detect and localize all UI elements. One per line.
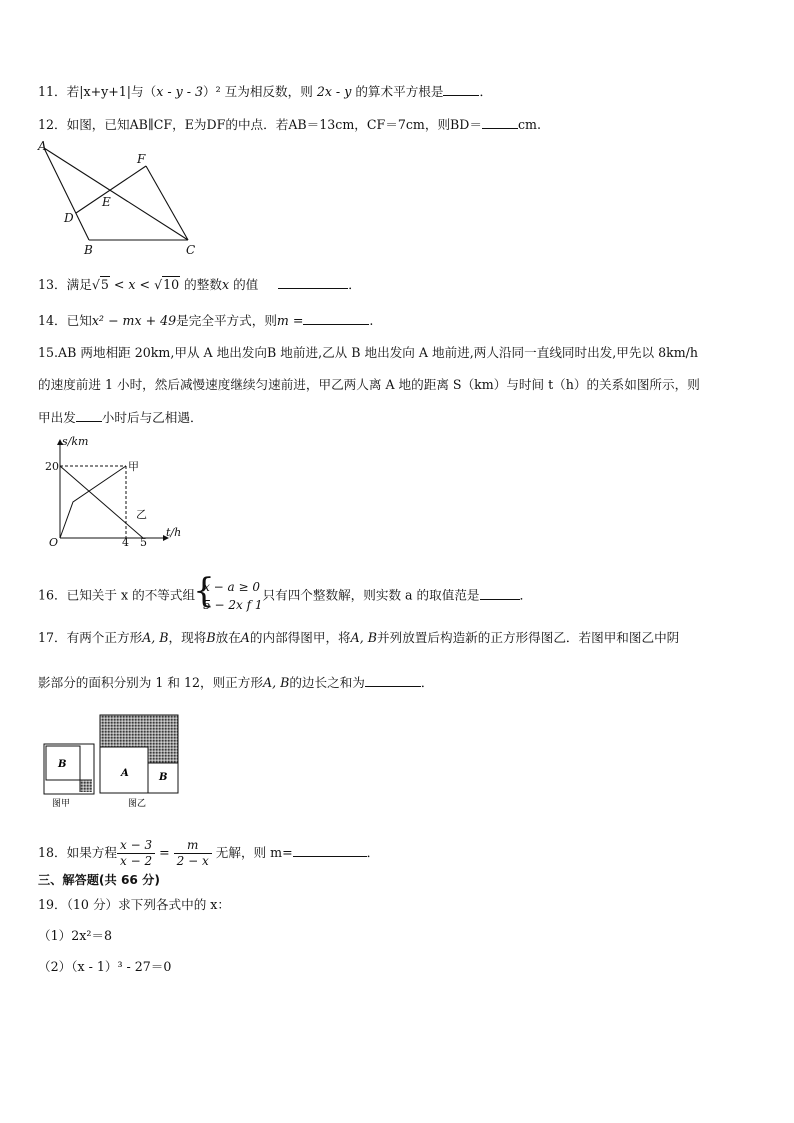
label-A-yi: A xyxy=(121,768,129,779)
answer-blank-18[interactable] xyxy=(293,844,367,857)
question-19-part-2: （2）（x - 1）³ - 27＝0 xyxy=(38,959,172,974)
fraction-2: $\frac{m}{2 - x}$ xyxy=(174,838,212,869)
question-15-line-2: 的速度前进 1 小时，然后减慢速度继续匀速前进，甲乙两人离 A 地的距离 S（km）与时间 t（h）的关系如图所示，则 xyxy=(38,377,700,392)
tick-5: 5 xyxy=(140,536,147,549)
tick-4: 4 xyxy=(122,536,129,549)
question-12: 12．如图，已知AB∥CF，E为DF的中点．若AB＝13cm，CF＝7cm，则BD＝ cm. xyxy=(38,117,541,132)
q15-graph xyxy=(38,432,188,550)
label-B-jia: B xyxy=(58,759,67,770)
t-axis-label: t/h xyxy=(166,526,182,539)
question-19-part-1: （1）2x²＝8 xyxy=(38,928,112,943)
sqrt-10: √10 xyxy=(154,277,180,292)
question-15-line-3: 甲出发 小时后与乙相遇． xyxy=(38,410,203,425)
question-15-line-1: 15.AB 两地相距 20km,甲从 A 地出发向B 地前进,乙从 B 地出发向 A 地前进,两人沿同一直线同时出发,甲先以 8km/h xyxy=(38,345,699,360)
tick-20: 20 xyxy=(45,460,59,473)
caption-yi: 图乙 xyxy=(128,799,147,809)
label-B-yi: B xyxy=(159,772,168,783)
question-13: 13．满足√5 < x < √10 的整数x 的值 ． xyxy=(38,277,361,292)
question-17-line-1: 17．有两个正方形A, B，现将B放在A的内部得图甲，将A, B并列放置后构造新的正方形得图乙．若图甲和图乙中阴 xyxy=(38,630,680,645)
answer-blank-15[interactable] xyxy=(76,409,102,422)
sqrt-5: √5 xyxy=(91,277,109,292)
segment-AC xyxy=(44,148,188,240)
answer-blank-17[interactable] xyxy=(365,674,421,687)
label-F: F xyxy=(137,152,146,166)
q12-figure xyxy=(34,138,204,260)
answer-blank-11[interactable] xyxy=(443,83,479,96)
figure-jia xyxy=(44,744,94,809)
caption-jia: 图甲 xyxy=(52,799,71,809)
s-axis-label: s/km xyxy=(62,435,89,448)
segment-FC xyxy=(146,166,188,240)
question-17-line-2: 影部分的面积分别为 1 和 12，则正方形A, B的边长之和为 ． xyxy=(38,675,434,690)
label-E: E xyxy=(102,195,111,209)
answer-blank-13[interactable] xyxy=(278,276,348,289)
figure-yi xyxy=(100,715,178,809)
answer-blank-12[interactable] xyxy=(482,116,518,129)
section-3-heading: 三、解答题(共 66 分) xyxy=(38,873,160,887)
question-19: 19．（10 分）求下列各式中的 x： xyxy=(38,897,230,912)
label-D: D xyxy=(64,211,74,225)
question-11: 11．若|x+y+1|与（x - y - 3）² 互为相反数，则 2x - y 的算术平方根是 ． xyxy=(38,84,493,99)
line-jia xyxy=(60,466,126,538)
fraction-1: $\frac{x - 3}{x - 2}$ xyxy=(117,838,155,869)
origin-label: O xyxy=(49,536,59,549)
question-16: 16．已知关于 x 的不等式组 { x − a ≥ 0 5 − 2x f 1 只有四个整数解，则实数 a 的取值范是 ． xyxy=(38,571,533,612)
label-C: C xyxy=(186,243,196,257)
answer-blank-16[interactable] xyxy=(480,587,520,600)
question-18: 18．如果方程 $\frac{x - 3}{x - 2}$ = $\frac{m}{2 - x}$ 无解，则 m= ． xyxy=(38,838,380,868)
label-yi: 乙 xyxy=(136,508,147,521)
answer-blank-14[interactable] xyxy=(303,312,369,325)
label-B: B xyxy=(84,243,93,257)
shaded-jia xyxy=(80,780,92,792)
line-yi xyxy=(60,466,143,538)
label-A: A xyxy=(38,139,47,153)
label-jia: 甲 xyxy=(128,460,139,473)
q17-figures xyxy=(42,713,182,811)
inequality-system: { x − a ≥ 0 5 − 2x f 1 xyxy=(193,571,263,612)
question-14: 14．已知x² − mx + 49是完全平方式，则m = . xyxy=(38,313,374,328)
